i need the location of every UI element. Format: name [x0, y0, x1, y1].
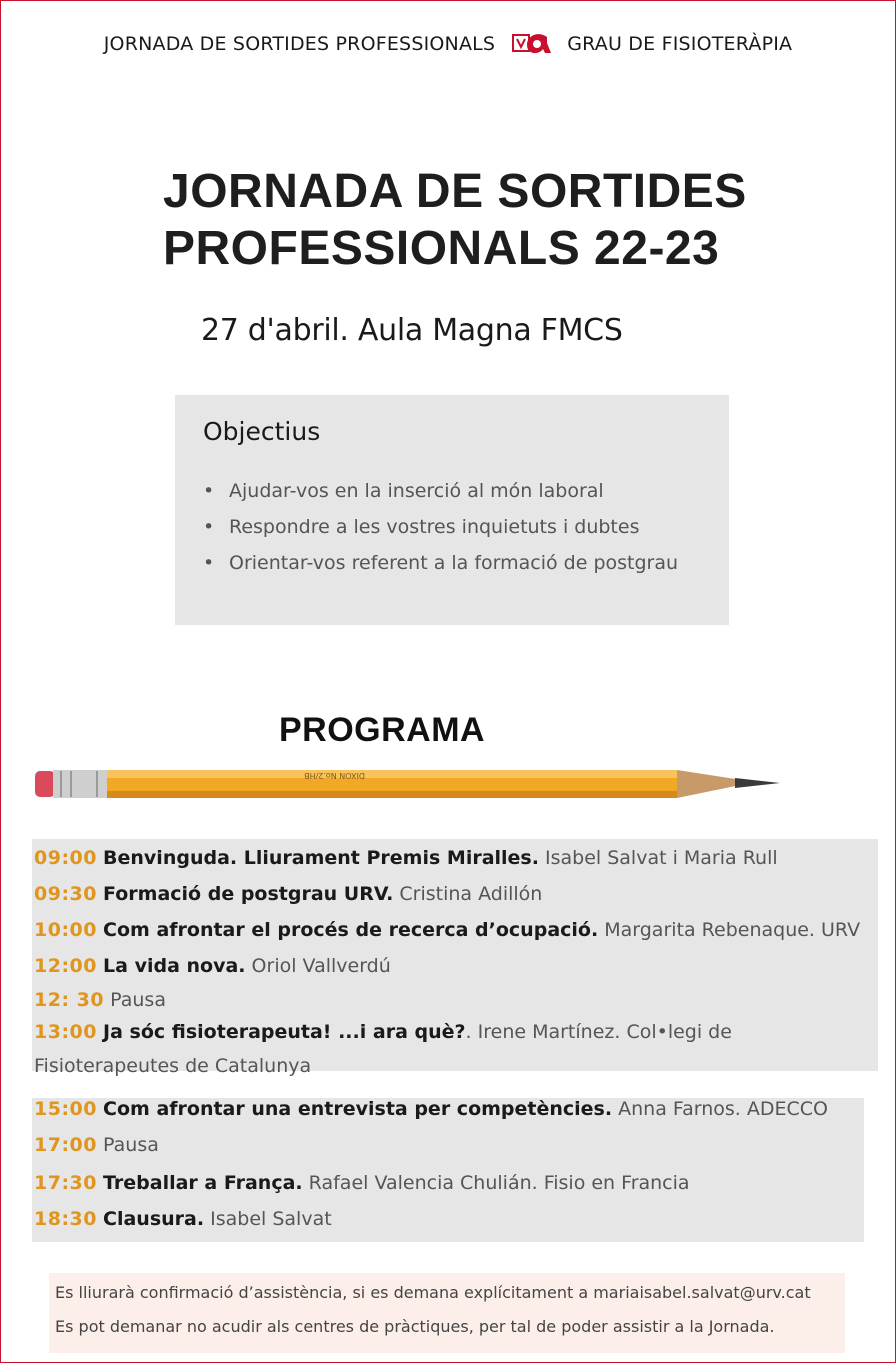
pencil-label: DIXON No.2/HB: [304, 771, 365, 780]
schedule-row: [34, 1172, 690, 1194]
bullet-icon: •: [203, 480, 215, 502]
pencil-icon: [35, 763, 780, 803]
bullet-icon: •: [203, 552, 215, 574]
schedule-row: [34, 1208, 332, 1230]
header-right-text: GRAU DE FISIOTERÀPIA: [567, 33, 793, 55]
schedule-detail: Isabel Salvat: [204, 1208, 332, 1230]
schedule-title: Ja sóc fisioterapeuta! ...i ara què?: [103, 1021, 466, 1043]
bullet-icon: •: [203, 516, 215, 538]
schedule-row: [34, 1098, 828, 1120]
footer-line-2: Es pot demanar no acudir als centres de pràctiques, per tal de poder assistir a la Jornada.: [55, 1317, 775, 1336]
schedule-title: Treballar a França.: [103, 1172, 303, 1194]
objective-item: • Ajudar-vos en la inserció al món laboral: [203, 473, 678, 509]
title-line-1: JORNADA DE SORTIDES: [163, 165, 747, 218]
schedule-row: [34, 989, 166, 1011]
programa-heading: PROGRAMA: [279, 711, 486, 749]
schedule-detail: Isabel Salvat i Maria Rull: [538, 847, 778, 869]
footer-line-1: Es lliurarà confirmació d’assistència, si es demana explícitament a mariaisabel.salvat@urv.cat: [55, 1283, 811, 1302]
schedule-time: 10:00: [34, 919, 97, 941]
schedule-time: 09:00: [34, 847, 97, 869]
objective-item: • Respondre a les vostres inquietuts i dubtes: [203, 509, 678, 545]
schedule-time: 12:00: [34, 955, 97, 977]
schedule-time: 09:30: [34, 883, 97, 905]
schedule-title: La vida nova.: [103, 955, 246, 977]
schedule-row: [34, 883, 542, 905]
schedule-title: Benvinguda. Lliurament Premis Miralles.: [103, 847, 539, 869]
schedule-time: 13:00: [34, 1021, 97, 1043]
schedule-time: 17:00: [34, 1134, 97, 1156]
schedule-title: Formació de postgrau URV.: [103, 883, 394, 905]
schedule-detail: Pausa: [110, 989, 166, 1011]
header: [1, 29, 895, 59]
page-title: [163, 163, 747, 277]
footer-note: [49, 1273, 845, 1353]
schedule-title: Com afrontar una entrevista per competències.: [103, 1098, 613, 1120]
schedule-detail: Margarita Rebenaque. URV: [598, 919, 861, 941]
schedule-title: Clausura.: [103, 1208, 205, 1230]
schedule-morning: [32, 839, 878, 1077]
schedule-row: [34, 1015, 874, 1083]
objectives-list: [203, 473, 678, 581]
event-date-location: 27 d'abril. Aula Magna FMCS: [201, 313, 623, 348]
schedule-time: 12: 30: [34, 989, 105, 1011]
schedule-time: 18:30: [34, 1208, 97, 1230]
objectives-box: [175, 395, 729, 625]
schedule-detail: Pausa: [103, 1134, 159, 1156]
schedule-afternoon: [32, 1098, 864, 1242]
schedule-time: 15:00: [34, 1098, 97, 1120]
objectives-heading: Objectius: [203, 417, 321, 446]
schedule-detail: . Irene Martínez. Col•legi de Fisioterapeutes de Catalunya: [34, 1021, 732, 1077]
schedule-time: 17:30: [34, 1172, 97, 1194]
schedule-row: [34, 847, 778, 869]
schedule-row: [34, 955, 391, 977]
schedule-title: Com afrontar el procés de recerca d’ocupació.: [103, 919, 599, 941]
schedule-detail: Rafael Valencia Chulián. Fisio en Francia: [302, 1172, 690, 1194]
header-left-text: JORNADA DE SORTIDES PROFESSIONALS: [103, 33, 496, 55]
urv-logo-icon: [509, 29, 555, 59]
schedule-detail: Cristina Adillón: [393, 883, 543, 905]
objective-item: • Orientar-vos referent a la formació de postgrau: [203, 545, 678, 581]
schedule-row: [34, 1134, 159, 1156]
schedule-detail: Anna Farnos. ADECCO: [612, 1098, 828, 1120]
schedule-row: [34, 919, 860, 941]
title-line-2: PROFESSIONALS 22-23: [163, 222, 720, 275]
schedule-detail: Oriol Vallverdú: [245, 955, 391, 977]
